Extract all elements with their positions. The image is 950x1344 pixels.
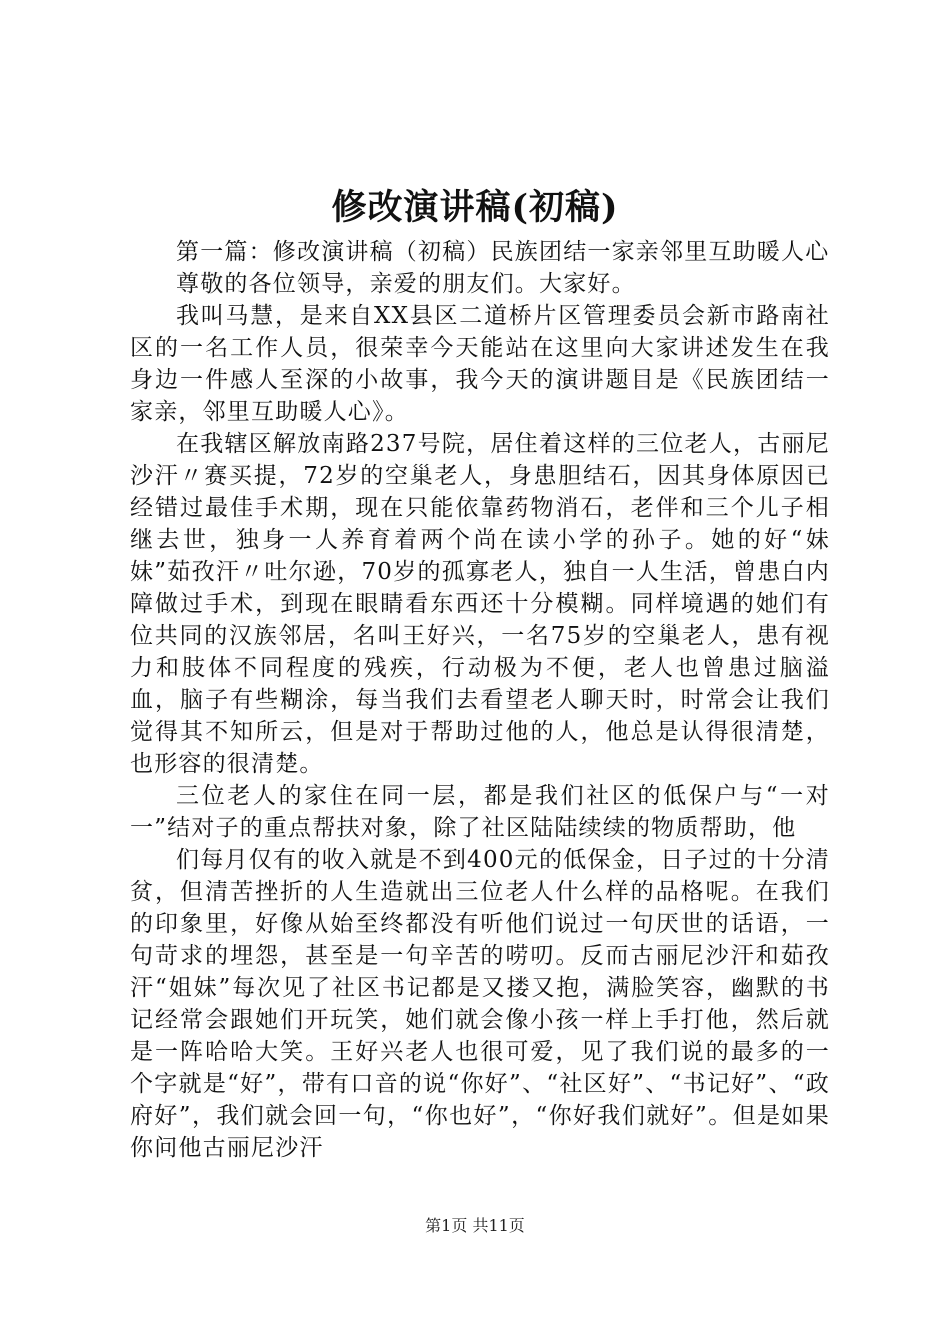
paragraph: 尊敬的各位领导，亲爱的朋友们。大家好。: [176, 271, 636, 297]
paragraph: 三位老人的家住在同一层，都是我们社区的低保户与“一对一”结对子的重点帮扶对象，除了社区陆陆续续的物质帮助，他: [130, 783, 830, 841]
paragraph: 我叫马慧，是来自XX县区二道桥片区管理委员会新市路南社区的一名工作人员，很荣幸今天能站在这里向大家讲述发生在我身边一件感人至深的小故事，我今天的演讲题目是《民族团结一家亲，邻里互助暖人心》。: [130, 303, 830, 425]
page-footer: 第1页 共11页: [425, 1216, 525, 1235]
document-body: [130, 236, 830, 1164]
paragraph: 们每月仅有的收入就是不到400元的低保金，日子过的十分清贫，但清苦挫折的人生造就出三位老人什么样的品格呢。在我们的印象里，好像从始至终都没有听他们说过一句厌世的话语，一句苛求的埋怨，甚至是一句辛苦的唠叨。反而古丽尼沙汗和茹孜汗“姐妹”每次见了社区书记都是又搂又抱，满脸笑容，幽默的书记经常会跟她们开玩笑，她们就会像小孩一样上手打他，然后就是一阵哈哈大笑。王好兴老人也很可爱，见了我们说的最多的一个字就是“好”，带有口音的说“你好”、“社区好”、“书记好”、“政府好”，我们就会回一句，“你也好”，“你好我们就好”。但是如果你问他古丽尼沙汗: [130, 847, 830, 1161]
paragraph: 在我辖区解放南路237号院，居住着这样的三位老人，古丽尼沙汗〃赛买提，72岁的空巢老人，身患胆结石，因其身体原因已经错过最佳手术期，现在只能依靠药物消石，老伴和三个儿子相继去世，独身一人养育着两个尚在读小学的孙子。她的好“妹妹”茹孜汗〃吐尔逊，70岁的孤寡老人，独自一人生活，曾患白内障做过手术，到现在眼睛看东西还十分模糊。同样境遇的她们有位共同的汉族邻居，名叫王好兴，一名75岁的空巢老人，患有视力和肢体不同程度的残疾，行动极为不便，老人也曾患过脑溢血，脑子有些糊涂，每当我们去看望老人聊天时，时常会让我们觉得其不知所云，但是对于帮助过他的人，他总是认得很清楚，也形容的很清楚。: [130, 431, 830, 777]
document-title: 修改演讲稿(初稿): [331, 187, 619, 228]
paragraph: 第一篇：修改演讲稿（初稿）民族团结一家亲邻里互助暖人心: [176, 239, 830, 265]
